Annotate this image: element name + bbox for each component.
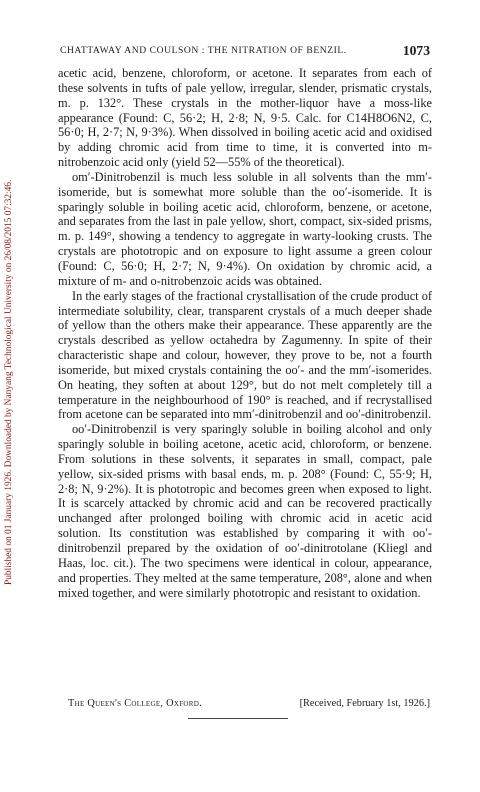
paragraph-2: om′-Dinitrobenzil is much less soluble in all solvents than the mm′-isomeride, but is somewhat more soluble than the oo′-isomeride. It is sparingly soluble in boiling acetic acid, chloroform, benzene, or acetone, and separates from the last in pale yellow, short, compact, six-sided prisms, m. p. 149°, showing a tendency to aggregate in warty-looking crusts. The crystals are phototropic and on exposure to light assume a green colour (Found: C, 56·0; H, 2·7; N, 9·4%). On oxidation by chromic acid, a mixture of m- and o-nitrobenzoic acids was obtained. — [58, 169, 432, 288]
received-date: [Received, February 1st, 1926.] — [299, 698, 430, 709]
paragraph-1: acetic acid, benzene, chloroform, or acetone. It separates from each of these solvents in tufts of pale yellow, irregular, slender, prismatic crystals, m. p. 132°. These crystals in the mother-liquor have a moss-like appearance (Found: C, 56·2; H, 2·8; N, 9·5. Calc. for C14H8O6N2, C, 56·0; H, 2·7; N, 9·3%). When dissolved in boiling acetic acid and oxidised by adding chromic acid from time to time, it is converted into m-nitrobenzoic acid only (yield 52—55% of the theoretical). — [58, 66, 432, 170]
running-head: CHATTAWAY AND COULSON : THE NITRATION OF BENZIL. — [60, 45, 347, 56]
article-body — [58, 66, 432, 600]
download-watermark — [2, 52, 16, 712]
closing-rule — [188, 718, 288, 719]
paragraph-3: In the early stages of the fractional crystallisation of the crude product of intermediate solubility, clear, transparent crystals of a much deeper shade of yellow than the others make their appearance. These apparently are the crystals described as yellow octahedra by Zagumenny. In spite of their characteristic shape and colour, however, they prove to be, not a fourth isomeride, but mixed crystals containing the oo′- and the mm′-isomerides. On heating, they soften at about 129°, but do not melt completely till a temperature in the neighbourhood of 190° is reached, and if recrystallised from acetone can be separated into mm′-dinitrobenzil and oo′-dinitrobenzil. — [58, 288, 432, 422]
paragraph-4: oo′-Dinitrobenzil is very sparingly soluble in boiling alcohol and only sparingly soluble in boiling acetone, acetic acid, chloroform, or benzene. From solutions in these solvents, it separates in small, compact, pale yellow, six-sided prisms with basal ends, m. p. 208° (Found: C, 55·9; H, 2·8; N, 9·2%). It is phototropic and becomes green when exposed to light. It is scarcely attacked by chromic acid and can be recovered practically unchanged after prolonged boiling with chromic acid in acetic acid solution. Its constitution was established by comparing it with oo′-dinitrobenzil prepared by the oxidation of oo′-dinitrotolane (Kliegl and Haas, loc. cit.). The two specimens were identical in colour, appearance, and properties. They melted at the same temperature, 208°, alone and when mixed together, and were similarly phototropic and resistant to oxidation. — [58, 422, 432, 600]
article-footer — [68, 698, 430, 714]
page-header — [60, 43, 430, 61]
institution-line: The Queen's College, Oxford. — [68, 698, 202, 709]
page-number: 1073 — [402, 43, 430, 58]
download-watermark-text: Published on 01 January 1926. Downloaded by Nanyang Technological University on 26/08/2015 07:32:46. — [4, 179, 14, 585]
